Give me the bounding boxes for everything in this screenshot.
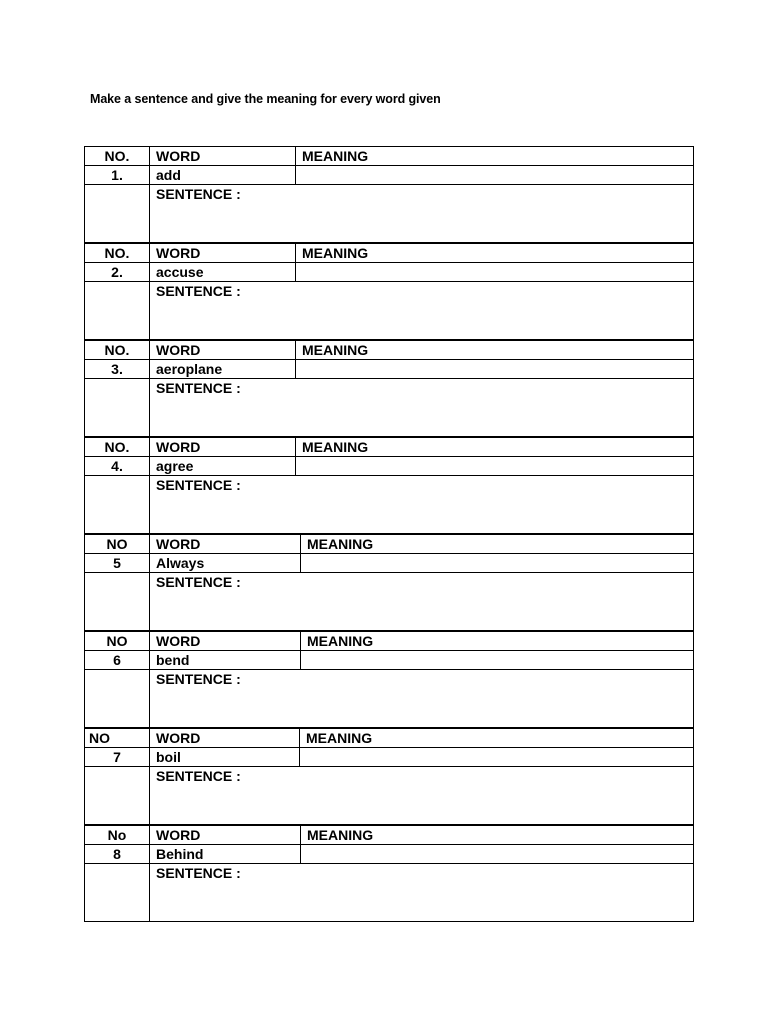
worksheet-instructions: Make a sentence and give the meaning for every word given <box>90 92 441 106</box>
word-entry-table <box>84 825 694 922</box>
word-header: WORD <box>150 729 300 748</box>
entry-word: aeroplane <box>150 360 296 379</box>
blank-cell <box>85 476 150 534</box>
meaning-header: MEANING <box>300 729 694 748</box>
word-header: WORD <box>150 244 296 263</box>
blank-cell <box>85 864 150 922</box>
no-header: NO <box>85 632 150 651</box>
blank-cell <box>85 379 150 437</box>
sentence-answer-cell[interactable] <box>150 476 694 534</box>
word-entry-block <box>84 534 694 631</box>
word-entry-table <box>84 437 694 534</box>
blank-cell <box>85 282 150 340</box>
meaning-answer-cell[interactable] <box>296 457 694 476</box>
word-entry-table <box>84 146 694 243</box>
entry-number: 4. <box>85 457 150 476</box>
meaning-answer-cell[interactable] <box>301 845 694 864</box>
word-entry-table <box>84 631 694 728</box>
blank-cell <box>85 767 150 825</box>
sentence-answer-cell[interactable] <box>150 670 694 728</box>
no-header: NO. <box>85 244 150 263</box>
entry-word: add <box>150 166 296 185</box>
word-entry-block <box>84 728 694 825</box>
meaning-answer-cell[interactable] <box>296 166 694 185</box>
no-header: NO. <box>85 341 150 360</box>
sentence-label: SENTENCE : <box>156 283 241 299</box>
sentence-answer-cell[interactable] <box>150 282 694 340</box>
word-header: WORD <box>150 438 296 457</box>
meaning-header: MEANING <box>296 438 694 457</box>
word-entry-table <box>84 728 694 825</box>
word-entry-block <box>84 825 694 922</box>
meaning-header: MEANING <box>296 147 694 166</box>
no-header: NO <box>85 729 150 748</box>
entry-word: bend <box>150 651 301 670</box>
meaning-header: MEANING <box>301 632 694 651</box>
entry-number: 7 <box>85 748 150 767</box>
meaning-answer-cell[interactable] <box>301 651 694 670</box>
meaning-answer-cell[interactable] <box>296 360 694 379</box>
sentence-answer-cell[interactable] <box>150 864 694 922</box>
entry-word: Always <box>150 554 301 573</box>
entry-word: agree <box>150 457 296 476</box>
sentence-label: SENTENCE : <box>156 380 241 396</box>
blank-cell <box>85 670 150 728</box>
meaning-header: MEANING <box>301 826 694 845</box>
entry-number: 3. <box>85 360 150 379</box>
entry-number: 8 <box>85 845 150 864</box>
sentence-answer-cell[interactable] <box>150 573 694 631</box>
word-header: WORD <box>150 535 301 554</box>
sentence-label: SENTENCE : <box>156 865 241 881</box>
word-entry-table <box>84 340 694 437</box>
word-entry-block <box>84 243 694 340</box>
sentence-label: SENTENCE : <box>156 768 241 784</box>
word-header: WORD <box>150 632 301 651</box>
entry-number: 2. <box>85 263 150 282</box>
no-header: NO. <box>85 147 150 166</box>
no-header: NO. <box>85 438 150 457</box>
word-entry-block <box>84 146 694 243</box>
meaning-header: MEANING <box>296 341 694 360</box>
word-entry-block <box>84 437 694 534</box>
sentence-label: SENTENCE : <box>156 477 241 493</box>
word-header: WORD <box>150 341 296 360</box>
sentence-label: SENTENCE : <box>156 186 241 202</box>
sentence-label: SENTENCE : <box>156 671 241 687</box>
entry-number: 5 <box>85 554 150 573</box>
word-header: WORD <box>150 826 301 845</box>
word-header: WORD <box>150 147 296 166</box>
sentence-answer-cell[interactable] <box>150 379 694 437</box>
meaning-header: MEANING <box>301 535 694 554</box>
blank-cell <box>85 573 150 631</box>
entry-word: accuse <box>150 263 296 282</box>
sentence-answer-cell[interactable] <box>150 767 694 825</box>
no-header: No <box>85 826 150 845</box>
entry-word: boil <box>150 748 300 767</box>
no-header: NO <box>85 535 150 554</box>
meaning-answer-cell[interactable] <box>301 554 694 573</box>
meaning-header: MEANING <box>296 244 694 263</box>
word-entry-table <box>84 534 694 631</box>
word-entry-block <box>84 340 694 437</box>
word-entry-block <box>84 631 694 728</box>
entry-number: 1. <box>85 166 150 185</box>
word-entry-table <box>84 243 694 340</box>
sentence-label: SENTENCE : <box>156 574 241 590</box>
entry-number: 6 <box>85 651 150 670</box>
blank-cell <box>85 185 150 243</box>
sentence-answer-cell[interactable] <box>150 185 694 243</box>
meaning-answer-cell[interactable] <box>300 748 694 767</box>
entry-word: Behind <box>150 845 301 864</box>
meaning-answer-cell[interactable] <box>296 263 694 282</box>
